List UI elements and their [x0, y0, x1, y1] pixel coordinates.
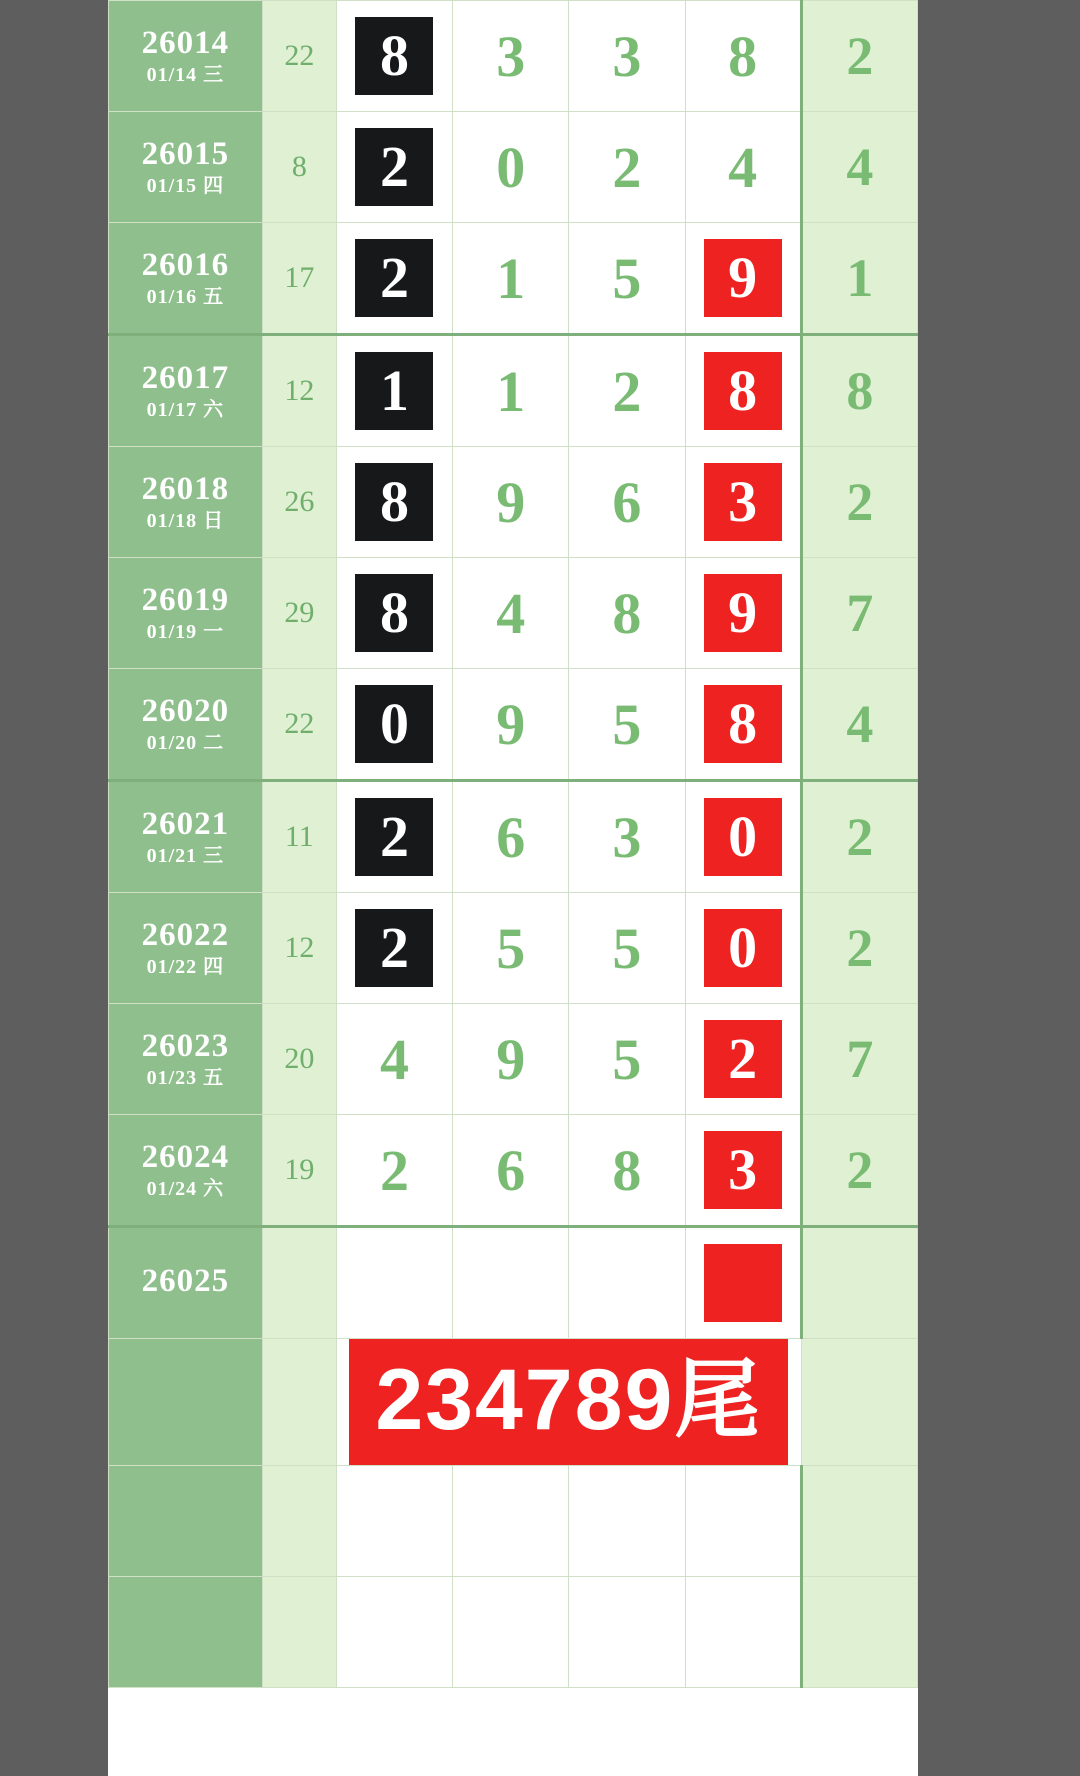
digit-marker-box: 8	[355, 463, 433, 541]
issue-number: 26021	[141, 806, 230, 843]
row-sum-cell: 17	[262, 223, 336, 335]
row-issue-cell	[109, 1004, 263, 1115]
digit-cell	[685, 1004, 801, 1115]
table-row[interactable]	[109, 1115, 918, 1227]
row-tail-cell: 2	[801, 893, 917, 1004]
digit-marker-box: 2	[704, 1020, 782, 1098]
row-issue-cell	[109, 1115, 263, 1227]
table-row[interactable]	[109, 223, 918, 335]
digit-cell: 5	[569, 893, 685, 1004]
digit-cell	[685, 447, 801, 558]
issue-number: 26023	[141, 1028, 230, 1065]
digit-cell	[336, 223, 452, 335]
issue-date: 01/22 四	[146, 955, 225, 978]
blank-tail-cell	[801, 1339, 917, 1466]
row-tail-cell: 2	[801, 781, 917, 893]
digit-cell: 8	[569, 558, 685, 669]
row-issue-cell	[109, 558, 263, 669]
row-sum-cell: 20	[262, 1004, 336, 1115]
digit-cell: 6	[569, 447, 685, 558]
digit-cell	[685, 335, 801, 447]
issue-number: 26018	[141, 471, 230, 508]
issue-number: 26019	[141, 582, 230, 619]
blank-digit-cell	[453, 1577, 569, 1688]
digit-marker-box: 8	[355, 574, 433, 652]
digit-marker-box: 2	[355, 239, 433, 317]
row-sum-cell: 8	[262, 112, 336, 223]
row-issue-cell	[109, 223, 263, 335]
digit-cell: 2	[569, 335, 685, 447]
blank-digit-cell	[453, 1466, 569, 1577]
table-row[interactable]	[109, 558, 918, 669]
digit-marker-box: 2	[355, 128, 433, 206]
issue-number: 26015	[141, 136, 230, 173]
digit-cell	[685, 223, 801, 335]
row-sum-cell: 12	[262, 335, 336, 447]
issue-date: 01/23 五	[146, 1066, 225, 1089]
digit-marker-box: 1	[355, 352, 433, 430]
digit-cell: 1	[453, 335, 569, 447]
digit-cell: 5	[569, 223, 685, 335]
digit-marker-box: 0	[704, 909, 782, 987]
row-issue-cell	[109, 1227, 263, 1339]
digit-cell	[336, 669, 452, 781]
issue-number: 26014	[141, 25, 230, 62]
digit-cell: 3	[569, 781, 685, 893]
digit-cell: 3	[453, 1, 569, 112]
digit-cell	[336, 1227, 452, 1339]
row-tail-cell	[801, 1227, 917, 1339]
digit-cell	[336, 335, 452, 447]
digit-cell: 4	[453, 558, 569, 669]
digit-marker-box: 8	[704, 685, 782, 763]
digit-cell	[569, 1227, 685, 1339]
row-issue-cell	[109, 335, 263, 447]
table-row[interactable]	[109, 1004, 918, 1115]
digit-cell: 6	[453, 781, 569, 893]
issue-number: 26024	[141, 1139, 230, 1176]
row-sum-cell: 19	[262, 1115, 336, 1227]
digit-cell: 4	[685, 112, 801, 223]
issue-date: 01/17 六	[146, 398, 225, 421]
digit-cell: 5	[569, 1004, 685, 1115]
blank-sum-cell	[262, 1577, 336, 1688]
digit-marker-box: 3	[704, 1131, 782, 1209]
issue-number: 26025	[141, 1262, 230, 1299]
row-tail-cell: 8	[801, 335, 917, 447]
issue-number: 26016	[141, 247, 230, 284]
blank-digit-cell	[336, 1466, 452, 1577]
lottery-chart-sheet	[108, 0, 918, 1776]
issue-date: 01/16 五	[146, 285, 225, 308]
row-sum-cell: 12	[262, 893, 336, 1004]
row-sum-cell	[262, 1227, 336, 1339]
row-tail-cell: 4	[801, 112, 917, 223]
issue-date: 01/21 三	[146, 844, 225, 867]
row-sum-cell: 22	[262, 669, 336, 781]
digit-cell	[336, 447, 452, 558]
blank-digit-cell	[685, 1577, 801, 1688]
table-row[interactable]	[109, 335, 918, 447]
lottery-results-table	[108, 0, 918, 1688]
row-tail-cell: 7	[801, 558, 917, 669]
table-row[interactable]	[109, 781, 918, 893]
table-row[interactable]	[109, 1227, 918, 1339]
highlight-marker-box	[704, 1244, 782, 1322]
table-row[interactable]	[109, 893, 918, 1004]
digit-marker-box: 8	[704, 352, 782, 430]
row-sum-cell: 11	[262, 781, 336, 893]
blank-digit-cell	[569, 1466, 685, 1577]
digit-marker-box: 0	[704, 798, 782, 876]
digit-cell: 5	[569, 669, 685, 781]
issue-date: 01/14 三	[146, 63, 225, 86]
digit-marker-box: 8	[355, 17, 433, 95]
digit-cell: 6	[453, 1115, 569, 1227]
digit-cell: 1	[453, 223, 569, 335]
digit-cell	[685, 669, 801, 781]
blank-issue-cell	[109, 1339, 263, 1466]
blank-digit-cell	[336, 1577, 452, 1688]
row-issue-cell	[109, 781, 263, 893]
table-row[interactable]	[109, 447, 918, 558]
row-issue-cell	[109, 112, 263, 223]
digit-cell: 0	[453, 112, 569, 223]
row-issue-cell	[109, 669, 263, 781]
digit-marker-box: 9	[704, 574, 782, 652]
digit-cell: 2	[569, 112, 685, 223]
prediction-banner-label: 234789尾	[349, 1339, 788, 1465]
blank-issue-cell	[109, 1577, 263, 1688]
digit-cell	[685, 1227, 801, 1339]
table-row[interactable]	[109, 112, 918, 223]
row-tail-cell: 2	[801, 1, 917, 112]
digit-cell	[453, 1227, 569, 1339]
digit-cell	[336, 893, 452, 1004]
digit-cell	[685, 1115, 801, 1227]
digit-cell	[685, 781, 801, 893]
digit-cell: 8	[685, 1, 801, 112]
issue-number: 26022	[141, 917, 230, 954]
digit-marker-box: 2	[355, 909, 433, 987]
issue-date: 01/15 四	[146, 174, 225, 197]
blank-digit-cell	[685, 1466, 801, 1577]
digit-cell	[336, 558, 452, 669]
issue-date: 01/24 六	[146, 1177, 225, 1200]
prediction-banner-cell	[336, 1339, 801, 1466]
row-issue-cell	[109, 893, 263, 1004]
row-sum-cell: 26	[262, 447, 336, 558]
digit-cell	[685, 893, 801, 1004]
blank-digit-cell	[569, 1577, 685, 1688]
digit-cell	[336, 1, 452, 112]
row-tail-cell: 1	[801, 223, 917, 335]
banner-row	[109, 1339, 918, 1466]
row-tail-cell: 2	[801, 447, 917, 558]
row-issue-cell	[109, 447, 263, 558]
digit-marker-box: 0	[355, 685, 433, 763]
digit-cell: 9	[453, 669, 569, 781]
row-sum-cell: 29	[262, 558, 336, 669]
issue-number: 26017	[141, 360, 230, 397]
digit-cell: 5	[453, 893, 569, 1004]
row-sum-cell: 22	[262, 1, 336, 112]
blank-sum-cell	[262, 1466, 336, 1577]
row-tail-cell: 7	[801, 1004, 917, 1115]
blank-issue-cell	[109, 1466, 263, 1577]
digit-cell: 4	[336, 1004, 452, 1115]
digit-cell: 9	[453, 447, 569, 558]
digit-cell	[336, 781, 452, 893]
digit-cell: 8	[569, 1115, 685, 1227]
row-tail-cell: 2	[801, 1115, 917, 1227]
issue-date: 01/20 二	[146, 731, 225, 754]
digit-cell	[336, 112, 452, 223]
row-issue-cell	[109, 1, 263, 112]
issue-date: 01/19 一	[146, 620, 225, 643]
digit-marker-box: 9	[704, 239, 782, 317]
issue-number: 26020	[141, 693, 230, 730]
blank-tail-cell	[801, 1466, 917, 1577]
issue-date: 01/18 日	[146, 509, 225, 532]
digit-cell: 2	[336, 1115, 452, 1227]
digit-cell: 3	[569, 1, 685, 112]
empty-row	[109, 1466, 918, 1577]
digit-marker-box: 2	[355, 798, 433, 876]
table-row[interactable]	[109, 1, 918, 112]
digit-marker-box: 3	[704, 463, 782, 541]
table-row[interactable]	[109, 669, 918, 781]
row-tail-cell: 4	[801, 669, 917, 781]
digit-cell	[685, 558, 801, 669]
blank-sum-cell	[262, 1339, 336, 1466]
blank-tail-cell	[801, 1577, 917, 1688]
digit-cell: 9	[453, 1004, 569, 1115]
empty-row	[109, 1577, 918, 1688]
